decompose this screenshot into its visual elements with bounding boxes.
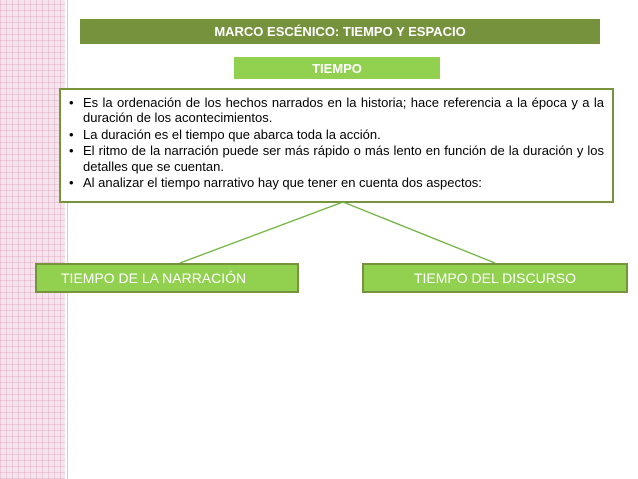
bullet-item: • El ritmo de la narración puede ser más rápido o más lento en función de la duración y los detalles que se cuentan. <box>69 143 604 174</box>
node-right-label: TIEMPO DEL DISCURSO <box>413 270 577 286</box>
bullet-item: • Es la ordenación de los hechos narrados en la historia; hace referencia a la época y a la duración de los acontecimientos. <box>69 95 604 126</box>
connector-right <box>343 202 495 263</box>
section-header-text: TIEMPO <box>312 60 362 76</box>
node-tiempo-discurso <box>362 263 628 293</box>
bullet-item: • La duración es el tiempo que abarca toda la acción. <box>69 127 604 142</box>
bullet-item: • Al analizar el tiempo narrativo hay que tener en cuenta dos aspectos: <box>69 175 604 190</box>
slide-title-text: MARCO ESCÉNICO: TIEMPO Y ESPACIO <box>214 24 466 39</box>
node-left-label: TIEMPO DE LA NARRACIÓN <box>61 270 247 286</box>
connector-left <box>180 202 343 263</box>
node-tiempo-narracion <box>35 263 299 293</box>
